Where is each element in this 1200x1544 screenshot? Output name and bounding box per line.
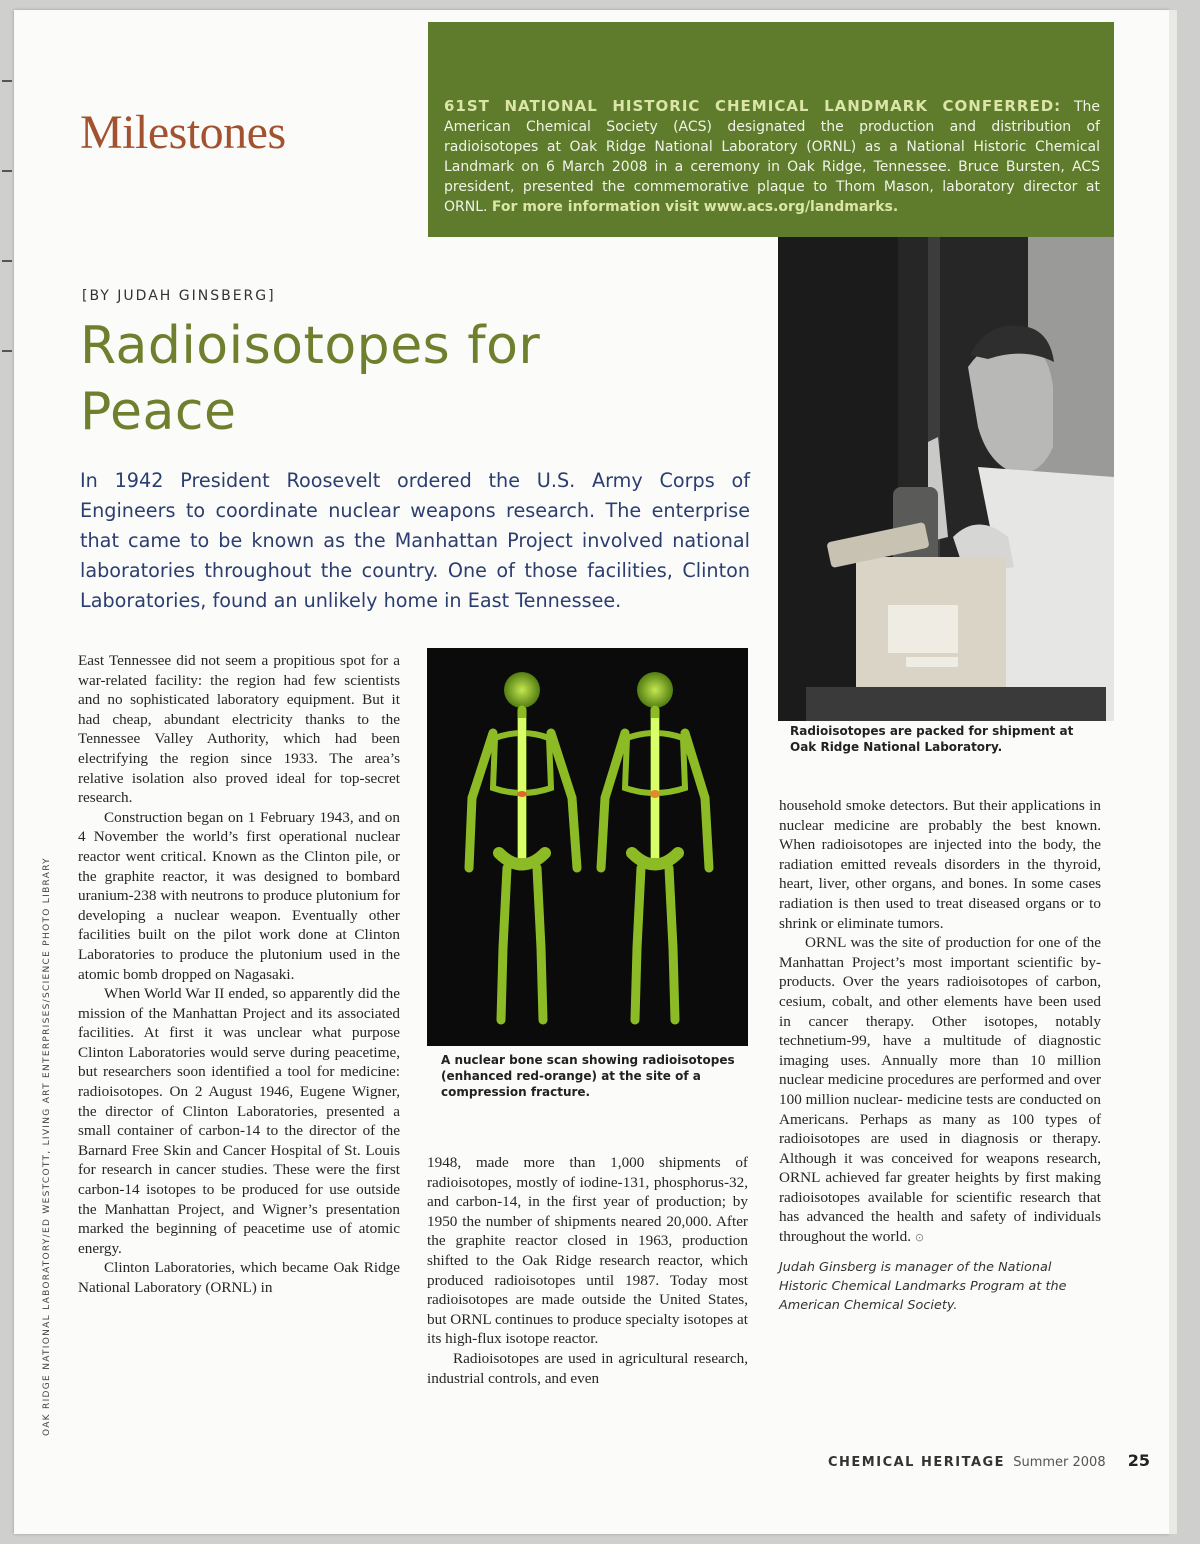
bone-scan-illustration [427,648,748,1046]
paragraph: When World War II ended, so apparently did the mission of the Manhattan Project and its associated facilities. At first it was unclear what purpose Clinton Laboratories would serve during peacetime, but researchers soon identified a tool for medicine: radioisotopes. On 2 August 1946, Eugene Wigner, the director of Clinton Laboratories, presented a small container of carbon-14 to the director of the Barnard Free Skin and Cancer Hospital of St. Louis for research in cancer studies. These were the first carbon-14 isotopes to be produced for use outside the Manhattan Project, and Wigner’s presentation marked the beginning of peacetime use of atomic energy. [78,985,400,1257]
paragraph: Clinton Laboratories, which became Oak Ridge National Laboratory (ORNL) in [78,1259,400,1296]
page-footer [828,1451,1150,1470]
scan-caption: A nuclear bone scan showing radioisotopes (enhanced red-orange) at the site of a compression fracture. [441,1053,735,1099]
paragraph: East Tennessee did not seem a propitious spot for a war-related facility: the region had few scientists and no sophisticated laboratory equipment. But it had cheap, abundant electricity thanks to the Tennessee Valley Authority, which had been electrifying the region since 1933. The area’s relative isolation also proved ideal for top-secret research. [78,652,400,807]
paragraph-text: ORNL was the site of production for one of the Manhattan Project’s most important scientific by-products. Over the years radioisotopes of carbon, cesium, cobalt, and other elements have been used in cancer therapy. Other isotopes, notably technetium-99, have a multitude of diagnostic imaging uses. Annually more than 10 million nuclear medicine procedures are performed and over 100 million nuclear- medicine tests are conducted on Americans. Perhaps as many as 100 types of radioisotopes are used in diagnosis or therapy. Although it was conceived for weapons research, ORNL achieved far greater heights by first making radioisotopes available for scientific research that has advanced the health and safety of individuals throughout the world. [779,934,1101,1246]
article-column-3 [779,796,1101,1315]
paragraph: Construction began on 1 February 1943, and on 4 November the world’s first operational nuclear reactor went critical. Known as the Clinton pile, or the graphite reactor, it was designed to bombard uranium-238 with neutrons to produce plutonium for developing a nuclear weapon. Eventually other facilities built on the pilot work done at Clinton Laboratories to produce the plutonium used in the atomic bomb dropped on Nagasaki. [78,808,400,983]
shipment-photo-illustration [778,237,1114,721]
landmark-box [428,22,1114,237]
fracture-spot-left [517,791,527,797]
issue-date: Summer 2008 [1013,1455,1106,1470]
photo-caption: Radioisotopes are packed for shipment at Oak Ridge National Laboratory. [790,724,1074,754]
paragraph: 1948, made more than 1,000 shipments of radioisotopes, mostly of iodine-131, phosphorus-32, and carbon-14, in the first year of production; by 1950 the number of shipments neared 20,000. After the graphite reactor closed in 1963, production shifted to the Oak Ridge research reactor, which produced radioisotopes until 1987. Today most radioisotopes are made outside the United States, but ORNL continues to produce specialty isotopes at its high-flux isotope reactor. [427,1154,748,1348]
page-edge [1169,10,1177,1534]
bone-scan-image [427,648,748,1046]
author-note: Judah Ginsberg is manager of the National Historic Chemical Landmarks Program at the American Chemical Society. [779,1259,1067,1313]
article-column-2 [427,1153,748,1388]
landmark-body: The American Chemical Society (ACS) designated the production and distribution of radioisotopes at Oak Ridge National Laboratory (ORNL) as a National Historic Chemical Landmark on 6 March 2008 in a ceremony in Oak Ridge, Tennessee. Bruce Bursten, ACS president, presented the commemorative plaque to Thom Mason, laboratory director at ORNL. [444,99,1100,215]
article-title: Radioisotopes for Peace [80,316,541,442]
paragraph: household smoke detectors. But their applications in nuclear medicine are probably the best known. When radioisotopes are injected into the body, the radiation emitted reveals disorders in the thyroid, heart, liver, other organs, and bones. In some cases radiation is then used to treat diseased organs or to shrink or eliminate tumors. [779,797,1101,932]
page-number: 25 [1127,1451,1151,1470]
section-title: Milestones [80,106,286,159]
fracture-spot-right [650,790,660,798]
magazine-name: CHEMICAL HERITAGE [828,1455,1006,1470]
paragraph: Radioisotopes are used in agricultural research, industrial controls, and even [427,1349,748,1387]
end-mark-icon: ⊙ [914,1231,925,1245]
binding-marks [0,80,16,440]
article-column-1 [78,651,400,1298]
paragraph-final [779,933,1101,1248]
landmark-link[interactable]: For more information visit www.acs.org/landmarks. [491,199,899,215]
byline: [BY JUDAH GINSBERG] [82,288,276,304]
photo-credit: OAK RIDGE NATIONAL LABORATORY/ED WESTCOTT, LIVING ART ENTERPRISES/SCIENCE PHOTO LIBRARY [42,857,52,1436]
article-intro: In 1942 President Roosevelt ordered the U.S. Army Corps of Engineers to coordinate nuclear weapons research. The enterprise that came to be known as the Manhattan Project involved national laboratories throughout the country. One of those facilities, Clinton Laboratories, found an unlikely home in East Tennessee. [80,469,750,612]
shipment-photo [778,237,1114,721]
landmark-headline: 61ST NATIONAL HISTORIC CHEMICAL LANDMARK CONFERRED: [444,97,1062,115]
